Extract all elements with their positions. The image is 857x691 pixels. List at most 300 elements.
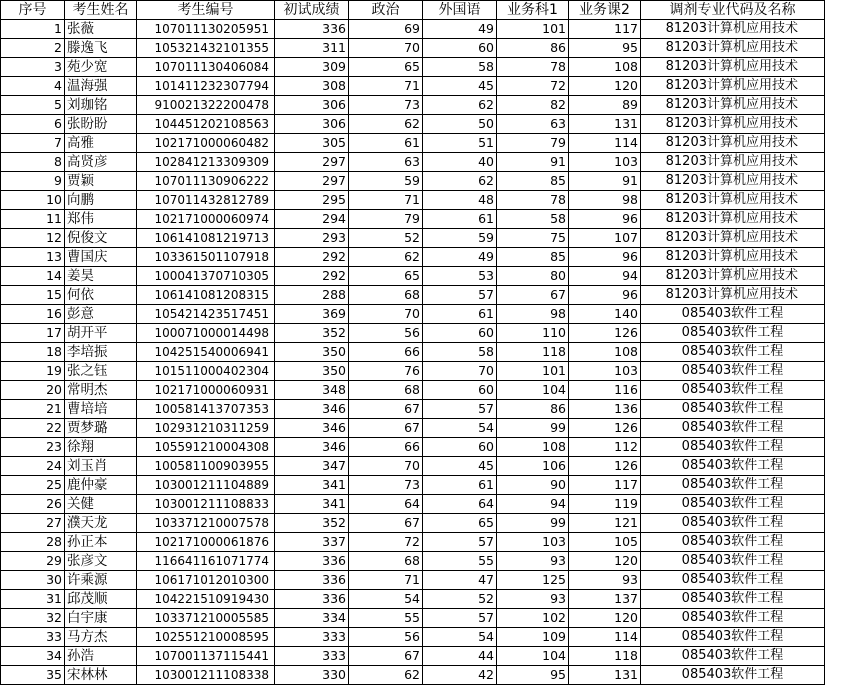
cell-index: 8 bbox=[1, 153, 65, 172]
cell-foreign-language: 40 bbox=[423, 153, 497, 172]
cell-subject-1: 86 bbox=[497, 400, 569, 419]
cell-subject-1: 103 bbox=[497, 533, 569, 552]
table-row bbox=[1, 20, 825, 39]
cell-subject-2: 108 bbox=[569, 343, 641, 362]
cell-total-score: 305 bbox=[275, 134, 349, 153]
cell-candidate-id: 100581413707353 bbox=[137, 400, 275, 419]
cell-subject-1: 63 bbox=[497, 115, 569, 134]
cell-name: 张薇 bbox=[65, 20, 137, 39]
table-row bbox=[1, 267, 825, 286]
cell-candidate-id: 104251540006941 bbox=[137, 343, 275, 362]
cell-politics: 66 bbox=[349, 438, 423, 457]
cell-total-score: 297 bbox=[275, 153, 349, 172]
cell-index: 20 bbox=[1, 381, 65, 400]
cell-candidate-id: 103001211108338 bbox=[137, 666, 275, 685]
table-row bbox=[1, 248, 825, 267]
cell-subject-2: 126 bbox=[569, 419, 641, 438]
cell-index: 26 bbox=[1, 495, 65, 514]
cell-subject-1: 93 bbox=[497, 552, 569, 571]
cell-subject-2: 117 bbox=[569, 20, 641, 39]
cell-total-score: 306 bbox=[275, 115, 349, 134]
table-row bbox=[1, 153, 825, 172]
cell-total-score: 352 bbox=[275, 324, 349, 343]
cell-index: 1 bbox=[1, 20, 65, 39]
cell-name: 倪俊文 bbox=[65, 229, 137, 248]
cell-candidate-id: 101511000402304 bbox=[137, 362, 275, 381]
cell-subject-2: 117 bbox=[569, 476, 641, 495]
cell-politics: 79 bbox=[349, 210, 423, 229]
cell-foreign-language: 61 bbox=[423, 476, 497, 495]
cell-major: 81203计算机应用技术 bbox=[641, 58, 825, 77]
cell-subject-1: 85 bbox=[497, 248, 569, 267]
cell-subject-2: 136 bbox=[569, 400, 641, 419]
cell-foreign-language: 52 bbox=[423, 590, 497, 609]
cell-subject-2: 94 bbox=[569, 267, 641, 286]
table-row bbox=[1, 115, 825, 134]
cell-total-score: 336 bbox=[275, 552, 349, 571]
cell-subject-1: 110 bbox=[497, 324, 569, 343]
cell-total-score: 346 bbox=[275, 438, 349, 457]
cell-politics: 70 bbox=[349, 305, 423, 324]
cell-name: 马方杰 bbox=[65, 628, 137, 647]
table-row bbox=[1, 191, 825, 210]
cell-subject-2: 112 bbox=[569, 438, 641, 457]
cell-subject-2: 93 bbox=[569, 571, 641, 590]
table-row bbox=[1, 229, 825, 248]
cell-politics: 76 bbox=[349, 362, 423, 381]
table-body bbox=[1, 20, 825, 685]
cell-total-score: 308 bbox=[275, 77, 349, 96]
cell-index: 9 bbox=[1, 172, 65, 191]
cell-name: 贾梦璐 bbox=[65, 419, 137, 438]
cell-subject-2: 114 bbox=[569, 628, 641, 647]
cell-major: 085403软件工程 bbox=[641, 495, 825, 514]
cell-candidate-id: 102171000061876 bbox=[137, 533, 275, 552]
cell-politics: 68 bbox=[349, 381, 423, 400]
cell-index: 24 bbox=[1, 457, 65, 476]
cell-major: 085403软件工程 bbox=[641, 571, 825, 590]
cell-major: 085403软件工程 bbox=[641, 476, 825, 495]
cell-major: 81203计算机应用技术 bbox=[641, 172, 825, 191]
cell-subject-1: 78 bbox=[497, 58, 569, 77]
table-row bbox=[1, 77, 825, 96]
cell-index: 25 bbox=[1, 476, 65, 495]
cell-politics: 72 bbox=[349, 533, 423, 552]
cell-candidate-id: 102171000060482 bbox=[137, 134, 275, 153]
cell-candidate-id: 102931210311259 bbox=[137, 419, 275, 438]
cell-major: 81203计算机应用技术 bbox=[641, 20, 825, 39]
cell-major: 81203计算机应用技术 bbox=[641, 229, 825, 248]
cell-politics: 67 bbox=[349, 647, 423, 666]
cell-foreign-language: 48 bbox=[423, 191, 497, 210]
cell-candidate-id: 102551210008595 bbox=[137, 628, 275, 647]
cell-subject-2: 103 bbox=[569, 153, 641, 172]
cell-candidate-id: 106141081219713 bbox=[137, 229, 275, 248]
cell-total-score: 341 bbox=[275, 476, 349, 495]
cell-subject-1: 101 bbox=[497, 362, 569, 381]
cell-name: 向鹏 bbox=[65, 191, 137, 210]
cell-index: 30 bbox=[1, 571, 65, 590]
cell-candidate-id: 105321432101355 bbox=[137, 39, 275, 58]
cell-name: 滕逸飞 bbox=[65, 39, 137, 58]
cell-index: 21 bbox=[1, 400, 65, 419]
cell-major: 81203计算机应用技术 bbox=[641, 153, 825, 172]
cell-politics: 65 bbox=[349, 267, 423, 286]
col-header-subject-1: 业务科1 bbox=[497, 1, 569, 20]
cell-total-score: 330 bbox=[275, 666, 349, 685]
cell-name: 濮天龙 bbox=[65, 514, 137, 533]
cell-total-score: 288 bbox=[275, 286, 349, 305]
col-header-name: 考生姓名 bbox=[65, 1, 137, 20]
cell-foreign-language: 50 bbox=[423, 115, 497, 134]
cell-subject-2: 126 bbox=[569, 324, 641, 343]
cell-name: 曹培培 bbox=[65, 400, 137, 419]
table-row bbox=[1, 476, 825, 495]
cell-index: 27 bbox=[1, 514, 65, 533]
cell-candidate-id: 103001211108833 bbox=[137, 495, 275, 514]
cell-total-score: 336 bbox=[275, 571, 349, 590]
cell-politics: 69 bbox=[349, 20, 423, 39]
table-row bbox=[1, 400, 825, 419]
cell-foreign-language: 58 bbox=[423, 58, 497, 77]
cell-foreign-language: 57 bbox=[423, 400, 497, 419]
cell-candidate-id: 104221510919430 bbox=[137, 590, 275, 609]
cell-politics: 52 bbox=[349, 229, 423, 248]
cell-total-score: 347 bbox=[275, 457, 349, 476]
cell-subject-1: 94 bbox=[497, 495, 569, 514]
cell-major: 81203计算机应用技术 bbox=[641, 267, 825, 286]
cell-subject-2: 96 bbox=[569, 286, 641, 305]
cell-subject-1: 78 bbox=[497, 191, 569, 210]
cell-candidate-id: 116641161071774 bbox=[137, 552, 275, 571]
cell-politics: 54 bbox=[349, 590, 423, 609]
cell-name: 彭意 bbox=[65, 305, 137, 324]
cell-subject-2: 96 bbox=[569, 248, 641, 267]
cell-name: 常明杰 bbox=[65, 381, 137, 400]
cell-subject-1: 67 bbox=[497, 286, 569, 305]
cell-foreign-language: 47 bbox=[423, 571, 497, 590]
table-row bbox=[1, 552, 825, 571]
cell-major: 085403软件工程 bbox=[641, 514, 825, 533]
cell-major: 085403软件工程 bbox=[641, 666, 825, 685]
header-row bbox=[1, 1, 825, 20]
cell-subject-1: 93 bbox=[497, 590, 569, 609]
cell-index: 3 bbox=[1, 58, 65, 77]
cell-name: 鹿仲豪 bbox=[65, 476, 137, 495]
cell-foreign-language: 49 bbox=[423, 248, 497, 267]
cell-total-score: 297 bbox=[275, 172, 349, 191]
cell-subject-1: 99 bbox=[497, 514, 569, 533]
cell-total-score: 336 bbox=[275, 20, 349, 39]
cell-politics: 71 bbox=[349, 77, 423, 96]
cell-foreign-language: 65 bbox=[423, 514, 497, 533]
cell-foreign-language: 70 bbox=[423, 362, 497, 381]
cell-total-score: 292 bbox=[275, 267, 349, 286]
cell-major: 085403软件工程 bbox=[641, 324, 825, 343]
cell-foreign-language: 45 bbox=[423, 457, 497, 476]
cell-total-score: 306 bbox=[275, 96, 349, 115]
cell-subject-1: 80 bbox=[497, 267, 569, 286]
cell-politics: 67 bbox=[349, 514, 423, 533]
cell-politics: 62 bbox=[349, 248, 423, 267]
cell-major: 085403软件工程 bbox=[641, 628, 825, 647]
table-row bbox=[1, 96, 825, 115]
cell-subject-1: 95 bbox=[497, 666, 569, 685]
cell-subject-2: 120 bbox=[569, 77, 641, 96]
cell-major: 81203计算机应用技术 bbox=[641, 77, 825, 96]
cell-foreign-language: 44 bbox=[423, 647, 497, 666]
cell-foreign-language: 57 bbox=[423, 286, 497, 305]
cell-major: 085403软件工程 bbox=[641, 552, 825, 571]
table-row bbox=[1, 305, 825, 324]
cell-politics: 68 bbox=[349, 286, 423, 305]
cell-foreign-language: 64 bbox=[423, 495, 497, 514]
cell-major: 085403软件工程 bbox=[641, 647, 825, 666]
cell-total-score: 333 bbox=[275, 647, 349, 666]
cell-foreign-language: 57 bbox=[423, 533, 497, 552]
cell-major: 085403软件工程 bbox=[641, 419, 825, 438]
table-row bbox=[1, 514, 825, 533]
cell-candidate-id: 105591210004308 bbox=[137, 438, 275, 457]
cell-index: 33 bbox=[1, 628, 65, 647]
cell-name: 刘玉肖 bbox=[65, 457, 137, 476]
cell-major: 81203计算机应用技术 bbox=[641, 248, 825, 267]
cell-subject-2: 120 bbox=[569, 552, 641, 571]
cell-name: 邱茂顺 bbox=[65, 590, 137, 609]
cell-total-score: 350 bbox=[275, 362, 349, 381]
cell-subject-2: 105 bbox=[569, 533, 641, 552]
cell-subject-2: 137 bbox=[569, 590, 641, 609]
cell-candidate-id: 107011130406084 bbox=[137, 58, 275, 77]
cell-major: 085403软件工程 bbox=[641, 305, 825, 324]
cell-subject-1: 98 bbox=[497, 305, 569, 324]
cell-total-score: 369 bbox=[275, 305, 349, 324]
table-row bbox=[1, 647, 825, 666]
cell-total-score: 337 bbox=[275, 533, 349, 552]
cell-major: 085403软件工程 bbox=[641, 343, 825, 362]
cell-subject-1: 91 bbox=[497, 153, 569, 172]
col-header-foreign-language: 外国语 bbox=[423, 1, 497, 20]
table-row bbox=[1, 362, 825, 381]
cell-candidate-id: 100041370710305 bbox=[137, 267, 275, 286]
cell-subject-2: 98 bbox=[569, 191, 641, 210]
cell-subject-1: 102 bbox=[497, 609, 569, 628]
cell-candidate-id: 101411232307794 bbox=[137, 77, 275, 96]
cell-index: 34 bbox=[1, 647, 65, 666]
table-row bbox=[1, 343, 825, 362]
cell-foreign-language: 57 bbox=[423, 609, 497, 628]
cell-politics: 71 bbox=[349, 191, 423, 210]
cell-foreign-language: 61 bbox=[423, 210, 497, 229]
col-header-candidate-id: 考生编号 bbox=[137, 1, 275, 20]
table-row bbox=[1, 134, 825, 153]
cell-name: 许乘源 bbox=[65, 571, 137, 590]
table-row bbox=[1, 172, 825, 191]
cell-candidate-id: 102171000060974 bbox=[137, 210, 275, 229]
cell-subject-2: 107 bbox=[569, 229, 641, 248]
cell-foreign-language: 60 bbox=[423, 438, 497, 457]
cell-subject-2: 96 bbox=[569, 210, 641, 229]
cell-name: 高贤彦 bbox=[65, 153, 137, 172]
cell-candidate-id: 107001137115441 bbox=[137, 647, 275, 666]
cell-index: 14 bbox=[1, 267, 65, 286]
cell-subject-2: 120 bbox=[569, 609, 641, 628]
cell-index: 15 bbox=[1, 286, 65, 305]
cell-politics: 67 bbox=[349, 419, 423, 438]
cell-total-score: 336 bbox=[275, 590, 349, 609]
cell-index: 11 bbox=[1, 210, 65, 229]
cell-total-score: 333 bbox=[275, 628, 349, 647]
cell-politics: 56 bbox=[349, 628, 423, 647]
cell-major: 81203计算机应用技术 bbox=[641, 210, 825, 229]
cell-name: 郑伟 bbox=[65, 210, 137, 229]
cell-foreign-language: 53 bbox=[423, 267, 497, 286]
cell-politics: 70 bbox=[349, 39, 423, 58]
cell-politics: 61 bbox=[349, 134, 423, 153]
cell-name: 张彦文 bbox=[65, 552, 137, 571]
cell-total-score: 295 bbox=[275, 191, 349, 210]
cell-subject-2: 121 bbox=[569, 514, 641, 533]
cell-index: 23 bbox=[1, 438, 65, 457]
cell-foreign-language: 42 bbox=[423, 666, 497, 685]
cell-major: 81203计算机应用技术 bbox=[641, 286, 825, 305]
cell-foreign-language: 59 bbox=[423, 229, 497, 248]
cell-major: 085403软件工程 bbox=[641, 400, 825, 419]
cell-subject-2: 108 bbox=[569, 58, 641, 77]
cell-foreign-language: 60 bbox=[423, 324, 497, 343]
cell-name: 何依 bbox=[65, 286, 137, 305]
cell-politics: 73 bbox=[349, 96, 423, 115]
cell-total-score: 341 bbox=[275, 495, 349, 514]
cell-politics: 55 bbox=[349, 609, 423, 628]
cell-candidate-id: 107011432812789 bbox=[137, 191, 275, 210]
cell-politics: 56 bbox=[349, 324, 423, 343]
cell-foreign-language: 55 bbox=[423, 552, 497, 571]
cell-foreign-language: 58 bbox=[423, 343, 497, 362]
cell-subject-2: 103 bbox=[569, 362, 641, 381]
cell-major: 81203计算机应用技术 bbox=[641, 115, 825, 134]
cell-total-score: 348 bbox=[275, 381, 349, 400]
cell-name: 胡开平 bbox=[65, 324, 137, 343]
cell-name: 孙浩 bbox=[65, 647, 137, 666]
table-row bbox=[1, 39, 825, 58]
cell-total-score: 346 bbox=[275, 419, 349, 438]
cell-candidate-id: 105421423517451 bbox=[137, 305, 275, 324]
cell-name: 苑少宽 bbox=[65, 58, 137, 77]
cell-subject-1: 82 bbox=[497, 96, 569, 115]
table-row bbox=[1, 438, 825, 457]
cell-major: 81203计算机应用技术 bbox=[641, 96, 825, 115]
cell-total-score: 309 bbox=[275, 58, 349, 77]
cell-foreign-language: 61 bbox=[423, 305, 497, 324]
cell-candidate-id: 107011130906222 bbox=[137, 172, 275, 191]
cell-foreign-language: 60 bbox=[423, 39, 497, 58]
cell-subject-2: 114 bbox=[569, 134, 641, 153]
table-row bbox=[1, 286, 825, 305]
cell-subject-1: 99 bbox=[497, 419, 569, 438]
cell-subject-1: 104 bbox=[497, 381, 569, 400]
cell-subject-1: 109 bbox=[497, 628, 569, 647]
cell-subject-1: 90 bbox=[497, 476, 569, 495]
cell-candidate-id: 107011130205951 bbox=[137, 20, 275, 39]
cell-name: 姜昊 bbox=[65, 267, 137, 286]
cell-subject-1: 125 bbox=[497, 571, 569, 590]
cell-subject-2: 131 bbox=[569, 115, 641, 134]
cell-name: 宋林林 bbox=[65, 666, 137, 685]
cell-index: 7 bbox=[1, 134, 65, 153]
cell-index: 16 bbox=[1, 305, 65, 324]
cell-major: 085403软件工程 bbox=[641, 362, 825, 381]
cell-subject-2: 119 bbox=[569, 495, 641, 514]
cell-name: 高雅 bbox=[65, 134, 137, 153]
cell-index: 4 bbox=[1, 77, 65, 96]
cell-candidate-id: 100581100903955 bbox=[137, 457, 275, 476]
cell-major: 085403软件工程 bbox=[641, 609, 825, 628]
cell-politics: 62 bbox=[349, 115, 423, 134]
cell-politics: 66 bbox=[349, 343, 423, 362]
table-row bbox=[1, 590, 825, 609]
cell-candidate-id: 102841213309309 bbox=[137, 153, 275, 172]
cell-subject-2: 89 bbox=[569, 96, 641, 115]
cell-name: 孙正本 bbox=[65, 533, 137, 552]
cell-total-score: 294 bbox=[275, 210, 349, 229]
table-row bbox=[1, 495, 825, 514]
table-row bbox=[1, 457, 825, 476]
cell-index: 13 bbox=[1, 248, 65, 267]
table-row bbox=[1, 324, 825, 343]
table-row bbox=[1, 533, 825, 552]
cell-politics: 73 bbox=[349, 476, 423, 495]
cell-index: 5 bbox=[1, 96, 65, 115]
cell-politics: 68 bbox=[349, 552, 423, 571]
cell-total-score: 352 bbox=[275, 514, 349, 533]
cell-candidate-id: 103371210005585 bbox=[137, 609, 275, 628]
cell-total-score: 311 bbox=[275, 39, 349, 58]
cell-index: 31 bbox=[1, 590, 65, 609]
cell-candidate-id: 100071000014498 bbox=[137, 324, 275, 343]
cell-subject-2: 95 bbox=[569, 39, 641, 58]
cell-subject-1: 86 bbox=[497, 39, 569, 58]
cell-politics: 62 bbox=[349, 666, 423, 685]
cell-subject-1: 106 bbox=[497, 457, 569, 476]
cell-politics: 63 bbox=[349, 153, 423, 172]
table-row bbox=[1, 210, 825, 229]
cell-index: 22 bbox=[1, 419, 65, 438]
col-header-total-score: 初试成绩 bbox=[275, 1, 349, 20]
cell-candidate-id: 103371210007578 bbox=[137, 514, 275, 533]
cell-candidate-id: 910021322200478 bbox=[137, 96, 275, 115]
cell-subject-2: 140 bbox=[569, 305, 641, 324]
cell-name: 曹国庆 bbox=[65, 248, 137, 267]
table-row bbox=[1, 381, 825, 400]
cell-subject-1: 72 bbox=[497, 77, 569, 96]
cell-total-score: 346 bbox=[275, 400, 349, 419]
cell-foreign-language: 62 bbox=[423, 172, 497, 191]
cell-politics: 71 bbox=[349, 571, 423, 590]
col-header-politics: 政治 bbox=[349, 1, 423, 20]
col-header-major: 调剂专业代码及名称 bbox=[641, 1, 825, 20]
col-header-index: 序号 bbox=[1, 1, 65, 20]
cell-candidate-id: 106171012010300 bbox=[137, 571, 275, 590]
cell-major: 81203计算机应用技术 bbox=[641, 134, 825, 153]
cell-subject-1: 118 bbox=[497, 343, 569, 362]
cell-foreign-language: 54 bbox=[423, 419, 497, 438]
cell-name: 关健 bbox=[65, 495, 137, 514]
table-row bbox=[1, 419, 825, 438]
cell-major: 085403软件工程 bbox=[641, 590, 825, 609]
cell-subject-2: 126 bbox=[569, 457, 641, 476]
cell-subject-1: 75 bbox=[497, 229, 569, 248]
